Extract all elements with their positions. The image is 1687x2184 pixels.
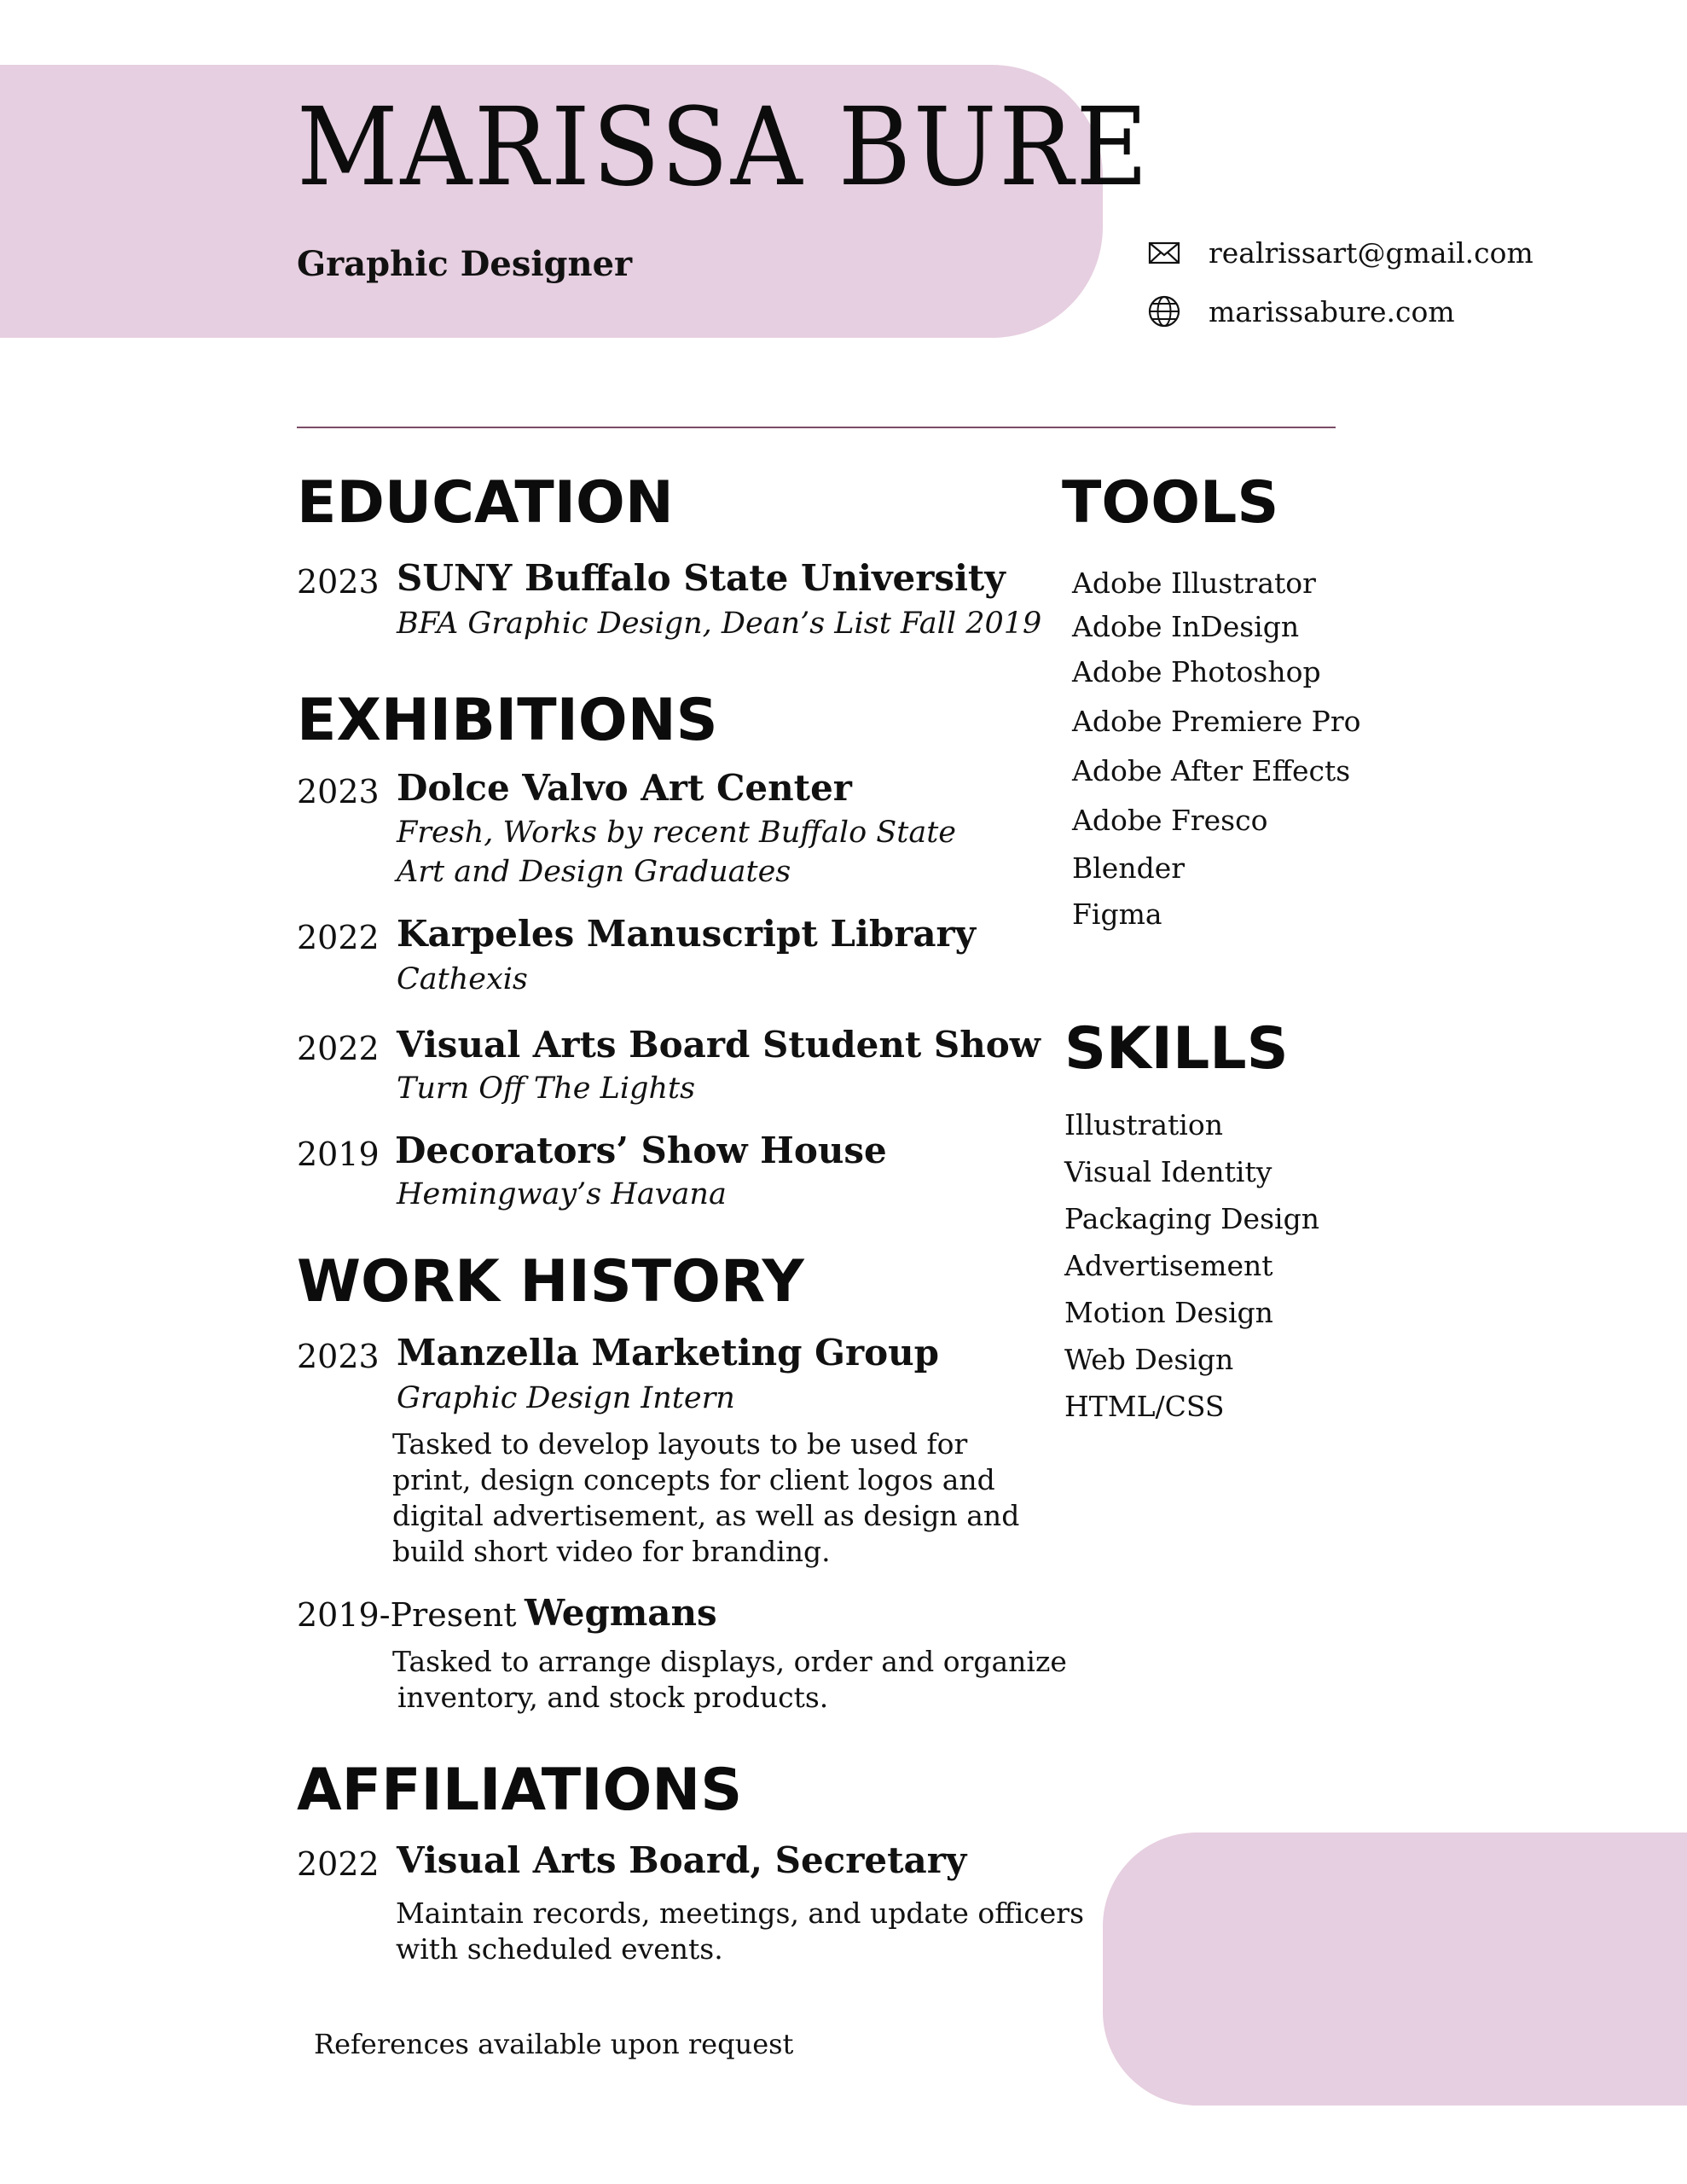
- education-heading: EDUCATION: [297, 469, 674, 537]
- tools-heading: TOOLS: [1062, 469, 1279, 537]
- skill-item: Advertisement: [1064, 1249, 1273, 1282]
- education-title: SUNY Buffalo State University: [397, 557, 1006, 599]
- tool-item: Blender: [1072, 851, 1186, 885]
- tool-item: Adobe Photoshop: [1072, 655, 1321, 688]
- tool-item: Adobe InDesign: [1072, 610, 1300, 643]
- affiliations-heading: AFFILIATIONS: [297, 1757, 743, 1824]
- skill-item: Motion Design: [1064, 1296, 1273, 1329]
- work-role: Graphic Design Intern: [397, 1381, 735, 1415]
- exhibitions-heading: EXHIBITIONS: [297, 687, 718, 754]
- skill-item: Packaging Design: [1064, 1202, 1319, 1235]
- globe-icon: [1147, 294, 1181, 328]
- affiliation-description: [396, 1896, 1084, 1967]
- envelope-icon: [1147, 235, 1181, 270]
- email-contact[interactable]: [1147, 235, 1533, 270]
- work-employer: Wegmans: [525, 1592, 717, 1634]
- work-employer: Manzella Marketing Group: [397, 1332, 940, 1374]
- description-line: with scheduled events.: [396, 1932, 723, 1966]
- skill-item: Web Design: [1064, 1343, 1234, 1376]
- exhibition-detail: Fresh, Works by recent Buffalo State: [397, 816, 956, 850]
- work-history-heading: WORK HISTORY: [297, 1248, 804, 1316]
- exhibition-year: 2022: [297, 1030, 380, 1067]
- affiliation-title: Visual Arts Board, Secretary: [397, 1839, 967, 1881]
- skill-item: HTML/CSS: [1064, 1390, 1225, 1423]
- exhibition-year: 2022: [297, 919, 380, 956]
- description-line: inventory, and stock products.: [397, 1681, 829, 1714]
- description-line: print, design concepts for client logos and: [392, 1463, 995, 1496]
- description-line: Tasked to develop layouts to be used for: [392, 1427, 968, 1461]
- website-contact[interactable]: [1147, 294, 1455, 328]
- work-description: [392, 1644, 1067, 1716]
- skill-item: Visual Identity: [1064, 1155, 1272, 1188]
- description-line: build short video for branding.: [392, 1535, 831, 1568]
- tool-item: Adobe Illustrator: [1072, 566, 1316, 600]
- skills-heading: SKILLS: [1064, 1015, 1289, 1083]
- exhibition-detail: Hemingway’s Havana: [397, 1177, 727, 1211]
- job-title: Graphic Designer: [297, 244, 633, 284]
- exhibition-title: Visual Arts Board Student Show: [397, 1024, 1041, 1066]
- description-line: digital advertisement, as well as design and: [392, 1499, 1020, 1532]
- references-note: References available upon request: [314, 2028, 794, 2060]
- exhibition-year: 2023: [297, 773, 380, 810]
- affiliation-year: 2022: [297, 1845, 380, 1883]
- exhibition-title: Karpeles Manuscript Library: [397, 913, 977, 955]
- corner-band: [1103, 1833, 1687, 2106]
- work-year: 2023: [297, 1338, 380, 1375]
- education-year: 2023: [297, 563, 380, 601]
- header-divider: [297, 427, 1336, 428]
- description-line: Maintain records, meetings, and update officers: [396, 1896, 1085, 1930]
- exhibition-title: Dolce Valvo Art Center: [397, 767, 852, 809]
- website-text[interactable]: marissabure.com: [1209, 294, 1455, 328]
- person-name: MARISSA BURE: [297, 84, 1151, 210]
- work-year: 2019-Present: [297, 1596, 517, 1634]
- exhibition-detail: Art and Design Graduates: [397, 855, 791, 889]
- tool-item: Adobe After Effects: [1072, 754, 1351, 787]
- work-description: [392, 1426, 1019, 1570]
- exhibition-year: 2019: [297, 1136, 380, 1173]
- tool-item: Adobe Premiere Pro: [1072, 705, 1361, 738]
- tool-item: Figma: [1072, 897, 1162, 931]
- education-detail: BFA Graphic Design, Dean’s List Fall 2019: [397, 607, 1042, 641]
- skill-item: Illustration: [1064, 1108, 1223, 1141]
- exhibition-title: Decorators’ Show House: [395, 1130, 887, 1171]
- email-text[interactable]: realrissart@gmail.com: [1209, 235, 1533, 270]
- exhibition-detail: Turn Off The Lights: [397, 1072, 696, 1106]
- description-line: Tasked to arrange displays, order and organize: [392, 1645, 1067, 1678]
- tool-item: Adobe Fresco: [1072, 804, 1268, 837]
- exhibition-detail: Cathexis: [397, 962, 528, 996]
